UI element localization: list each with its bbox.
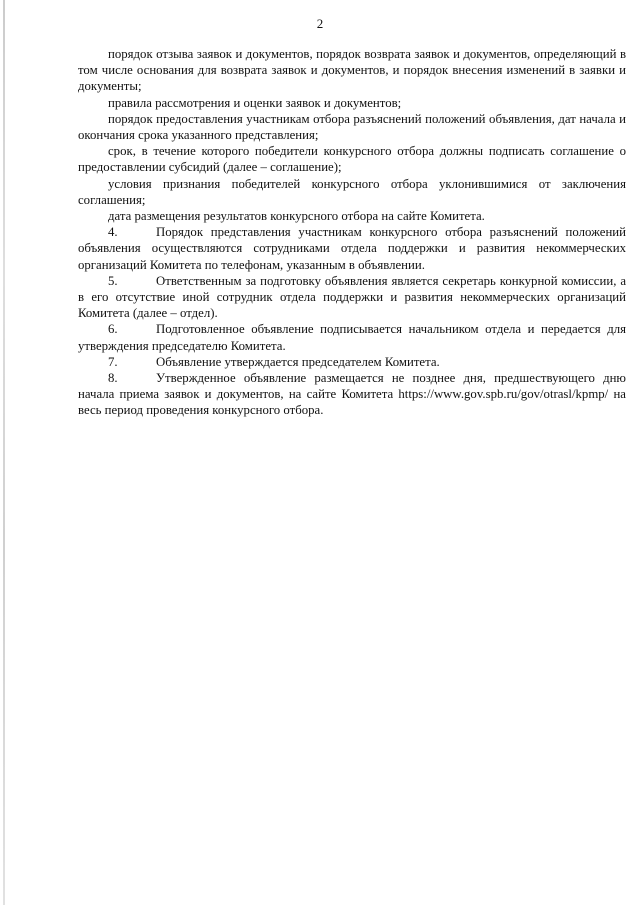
numbered-paragraph-5 (78, 273, 626, 322)
paragraph-number: 5. (108, 273, 118, 288)
paragraph-number: 7. (108, 354, 118, 369)
paragraph-number: 6. (108, 322, 118, 337)
paragraph-text: порядок предоставления участникам отбора разъяснений положений объявления, дат начала и окончания срока указанного представления; (78, 111, 626, 143)
paragraph-withdrawal-order (78, 46, 626, 95)
paragraph-review-rules (78, 95, 626, 111)
paragraph-text: срок, в течение которого победители конкурсного отбора должны подписать соглашение о предоставлении субсидий (далее – соглашение); (78, 144, 626, 175)
document-body (78, 46, 626, 419)
paragraph-text: Подготовленное объявление подписывается начальником отдела и передается для утверждения председателю Комитета. (78, 322, 626, 353)
paragraph-number: 4. (108, 225, 118, 240)
paragraph-text: Ответственным за подготовку объявления является секретарь конкурной комиссии, а в его отсутствие иной сотрудник отдела поддержки и развития некоммерческих организаций Комитета (далее – отдел). (78, 273, 626, 321)
page-number: 2 (316, 16, 324, 31)
paragraph-number: 8. (108, 371, 118, 386)
paragraph-text: порядок отзыва заявок и документов, порядок возврата заявок и документов, определяющий в том числе основания для возврата заявок и документов, и порядок внесения изменений в заявки и документы; (78, 47, 626, 94)
paragraph-evasion-conditions (78, 176, 626, 208)
numbered-paragraph-4 (78, 224, 626, 273)
numbered-paragraph-8 (78, 370, 626, 419)
paragraph-results-date (78, 208, 626, 224)
scan-edge (3, 0, 5, 905)
paragraph-text: Утвержденное объявление размещается не позднее дня, предшествующего дню начала приема заявок и документов, на сайте Комитета https://www.gov.spb.ru/gov/otrasl/kpmp/ на весь период проведения конкурсного отбора. (78, 371, 626, 418)
paragraph-text: условия признания победителей конкурсного отбора уклонившимися от заключения соглашения; (78, 176, 626, 207)
paragraph-agreement-deadline (78, 143, 626, 175)
paragraph-text: Порядок представления участникам конкурсного отбора разъяснений положений объявления осуществляются сотрудниками отдела поддержки и развития некоммерческих организаций Комитета по телефонам, указанным в объявлении. (78, 225, 626, 272)
paragraph-text: правила рассмотрения и оценки заявок и документов; (108, 95, 402, 110)
paragraph-text: дата размещения результатов конкурсного отбора на сайте Комитета. (108, 209, 485, 224)
numbered-paragraph-7 (78, 354, 626, 370)
paragraph-text: Объявление утверждается председателем Комитета. (156, 354, 440, 369)
paragraph-clarification-order (78, 111, 626, 143)
numbered-paragraph-6 (78, 321, 626, 353)
